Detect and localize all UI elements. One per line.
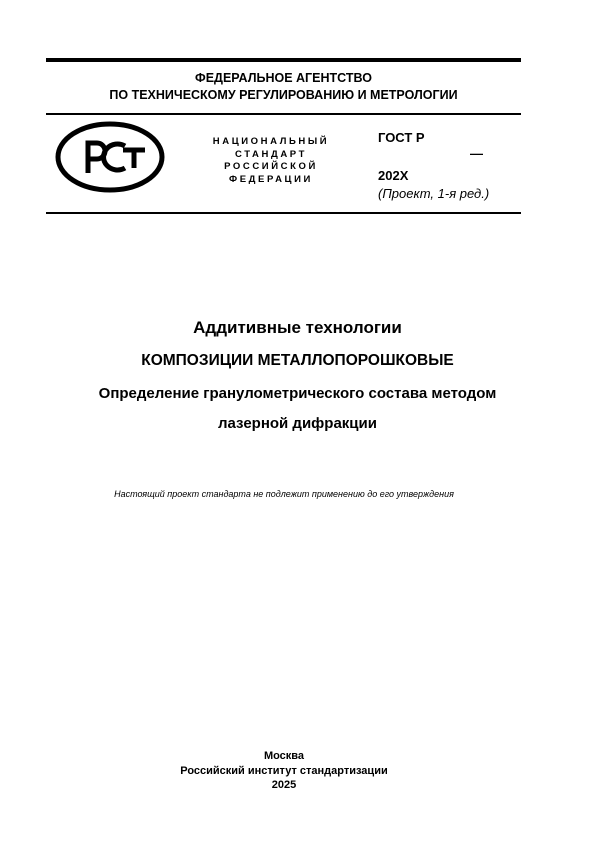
header-rule-upper (46, 113, 521, 115)
national-line-1: НАЦИОНАЛЬНЫЙ (212, 136, 330, 147)
agency-line-2: ПО ТЕХНИЧЕСКОМУ РЕГУЛИРОВАНИЮ И МЕТРОЛОГИИ (109, 88, 458, 102)
national-line-3: РОССИЙСКОЙ (224, 161, 318, 172)
gost-logo (55, 121, 165, 193)
title-line-2: КОМПОЗИЦИИ МЕТАЛЛОПОРОШКОВЫЕ (141, 352, 454, 369)
imprint-city: Москва (263, 750, 305, 762)
gost-code: ГОСТ Р (378, 130, 425, 145)
title-line-3: Определение гранулометрического состава методом (98, 385, 497, 402)
gost-number-dash: — (470, 146, 483, 161)
agency-header (46, 70, 521, 104)
imprint (0, 749, 568, 793)
title-line-1: Аддитивные технологии (193, 318, 402, 337)
draft-notice: Настоящий проект стандарта не подлежит применению до его утверждения (114, 489, 454, 499)
header-rule-lower (46, 212, 521, 214)
top-rule (46, 58, 521, 62)
national-line-4: ФЕДЕРАЦИИ (229, 173, 313, 185)
agency-line-1: ФЕДЕРАЛЬНОЕ АГЕНТСТВО (195, 71, 372, 85)
gost-year: 202X (378, 168, 409, 183)
imprint-year: 2025 (271, 779, 297, 791)
draft-status: (Проект, 1-я ред.) (378, 186, 490, 201)
title-line-4: лазерной дифракции (218, 415, 377, 432)
national-standard-label (196, 136, 346, 186)
imprint-publisher: Российский институт стандартизации (180, 764, 388, 777)
national-line-2: СТАНДАРТ (235, 148, 307, 160)
